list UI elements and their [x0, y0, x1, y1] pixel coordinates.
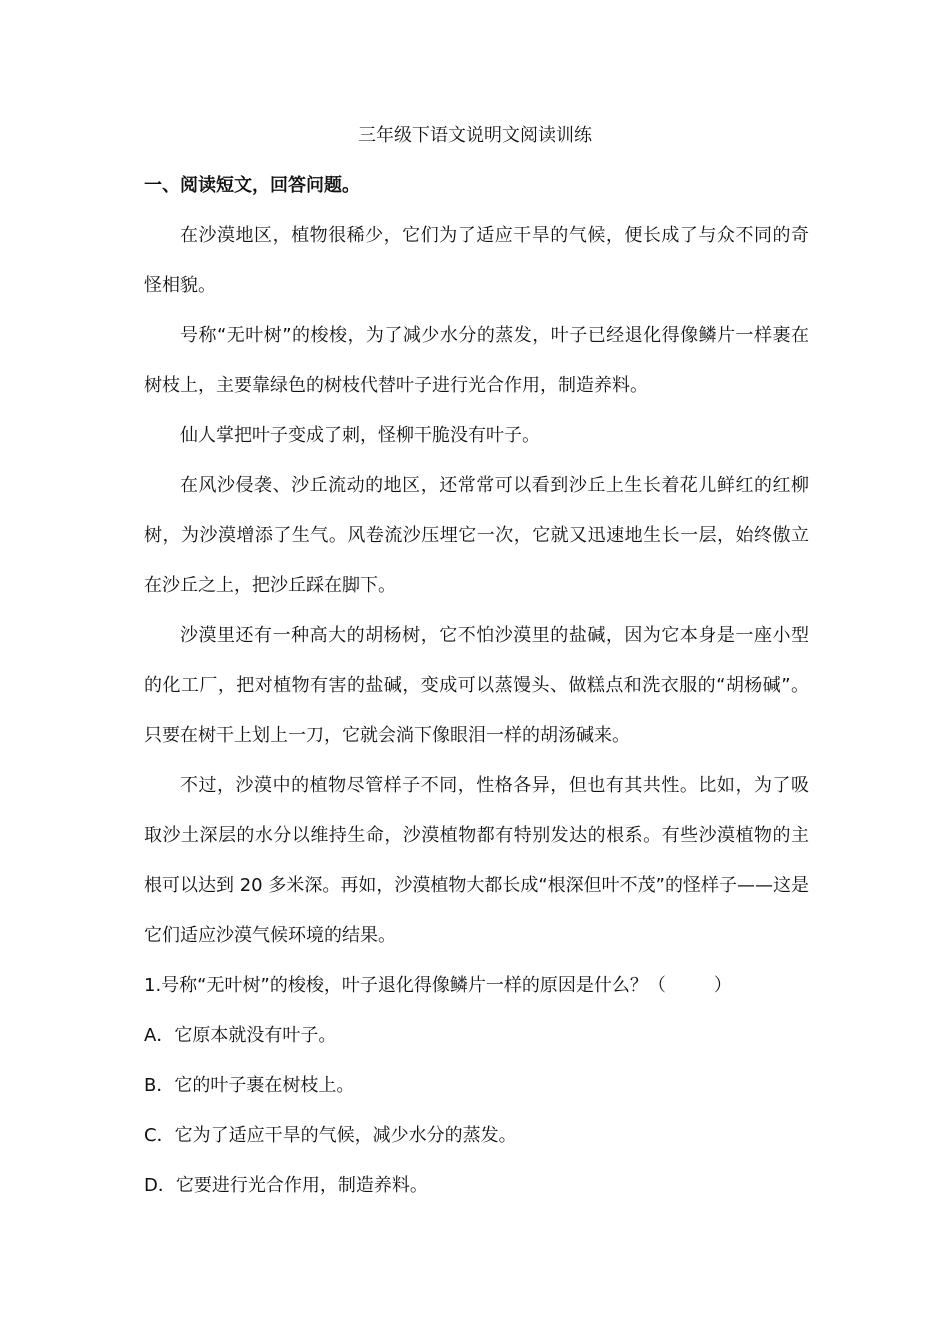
question-1: [144, 961, 809, 1011]
question-1-close-paren: ）: [713, 975, 732, 996]
document-body: [144, 172, 809, 1211]
document-title: 三年级下语文说明文阅读训练: [358, 125, 592, 146]
passage-paragraph-2: 号称“无叶树”的梭梭，为了减少水分的蒸发，叶子已经退化得像鳞片一样裹在树枝上，主要靠绿色的树枝代替叶子进行光合作用，制造养料。: [144, 325, 809, 396]
passage-paragraph-3: 仙人掌把叶子变成了刺，怪柳干脆没有叶子。: [180, 425, 540, 446]
option-c: C．它为了适应干旱的气候，减少水分的蒸发。: [144, 1125, 517, 1146]
passage-paragraph-4: 在风沙侵袭、沙丘流动的地区，还常常可以看到沙丘上生长着花儿鲜红的红柳树，为沙漠增添了生气。风卷流沙压埋它一次，它就又迅速地生长一层，始终傲立在沙丘之上，把沙丘踩在脚下。: [144, 475, 809, 596]
question-1-text: 1.号称“无叶树”的梭梭，叶子退化得像鳞片一样的原因是什么？（: [144, 975, 666, 996]
passage-paragraph-6: 不过，沙漠中的植物尽管样子不同，性格各异，但也有其共性。比如，为了吸取沙土深层的水分以维持生命，沙漠植物都有特别发达的根系。有些沙漠植物的主根可以达到 20 多米深。再如，沙漠植物大都长成“根深但叶不茂”的怪样子——这是它们适应沙漠气候环境的结果。: [144, 775, 809, 946]
section-heading: 一、阅读短文，回答问题。: [144, 175, 360, 196]
option-b: B．它的叶子裹在树枝上。: [144, 1075, 355, 1096]
option-a: A．它原本就没有叶子。: [144, 1025, 337, 1046]
passage-paragraph-5: 沙漠里还有一种高大的胡杨树，它不怕沙漠里的盐碱，因为它本身是一座小型的化工厂，把对植物有害的盐碱，变成可以蒸馒头、做糕点和洗衣服的“胡杨碱”。只要在树干上划上一刀，它就会淌下像眼泪一样的胡汤碱来。: [144, 625, 809, 746]
passage-paragraph-1: 在沙漠地区，植物很稀少，它们为了适应干旱的气候，便长成了与众不同的奇怪相貌。: [144, 225, 809, 296]
option-d: D．它要进行光合作用，制造养料。: [144, 1175, 428, 1196]
